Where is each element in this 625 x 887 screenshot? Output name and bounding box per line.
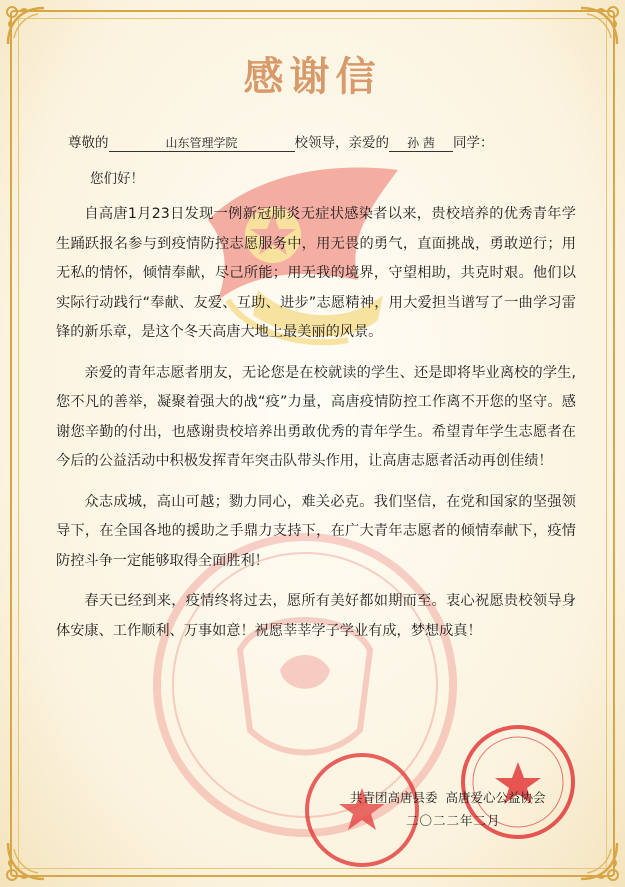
body-paragraph: 春天已经到来，疫情终将过去，愿所有美好都如期而至。衷心祝愿贵校领导身体安康、工作顺利、万事如意！祝愿莘莘学子学业有成，梦想成真！ bbox=[56, 593, 576, 639]
student-name-field: 孙 茜 bbox=[389, 134, 453, 152]
signatory-youth-league: 共青团高唐县委 bbox=[350, 790, 438, 805]
salutation-line bbox=[68, 131, 494, 152]
letter-body bbox=[56, 200, 576, 657]
corner-ornament-icon bbox=[2, 2, 50, 50]
letter-title: 感谢信 bbox=[243, 53, 382, 100]
letter-date: 二〇二二年二月 bbox=[406, 813, 501, 828]
youth-league-stamp-icon bbox=[302, 750, 422, 870]
body-paragraph: 亲爱的青年志愿者朋友，无论您是在校就读的学生、还是即将毕业离校的学生,您不凡的善举，凝聚着强大的战“疫”力量，高唐疫情防控工作离不开您的坚守。感谢您辛勤的付出，也感谢贵校培养出勇敢优秀的青年学生。希望青年学生志愿者在今后的公益活动中积极发挥青年突击队带头作用，让高唐志愿者活动再创佳绩！ bbox=[56, 364, 576, 469]
greeting: 您们好！ bbox=[90, 171, 144, 187]
corner-ornament-icon bbox=[575, 837, 623, 885]
salutation-middle: 校领导，亲爱的 bbox=[294, 135, 389, 151]
body-paragraph: 众志成城，高山可越；勠力同心，难关必克。我们坚信，在党和国家的坚强领导下，在全国各地的援助之手鼎力支持下，在广大青年志愿者的倾情奉献下，疫情防控斗争一定能够取得全面胜利！ bbox=[56, 493, 576, 569]
salutation-suffix: 同学： bbox=[453, 135, 494, 151]
salutation-prefix: 尊敬的 bbox=[68, 135, 109, 151]
body-paragraph: 自高唐1月23日发现一例新冠肺炎无症状感染者以来，贵校培养的优秀青年学生踊跃报名参与到疫情防控志愿服务中，用无畏的勇气，直面挑战，勇敢逆行；用无私的情怀，倾情奉献，尽己所能；用无我的境界，守望相助，共克时艰。他们以实际行动践行“奉献、友爱、互助、进步”志愿精神，用大爱担当谱写了一曲学习雷锋的新乐章，是这个冬天高唐大地上最美丽的风景。 bbox=[56, 206, 576, 340]
signatory-association: 高唐爱心公益协会 bbox=[445, 790, 546, 805]
signatories bbox=[350, 788, 546, 806]
corner-ornament-icon bbox=[2, 837, 50, 885]
corner-ornament-icon bbox=[575, 2, 623, 50]
school-name-field: 山东管理学院 bbox=[109, 134, 295, 152]
